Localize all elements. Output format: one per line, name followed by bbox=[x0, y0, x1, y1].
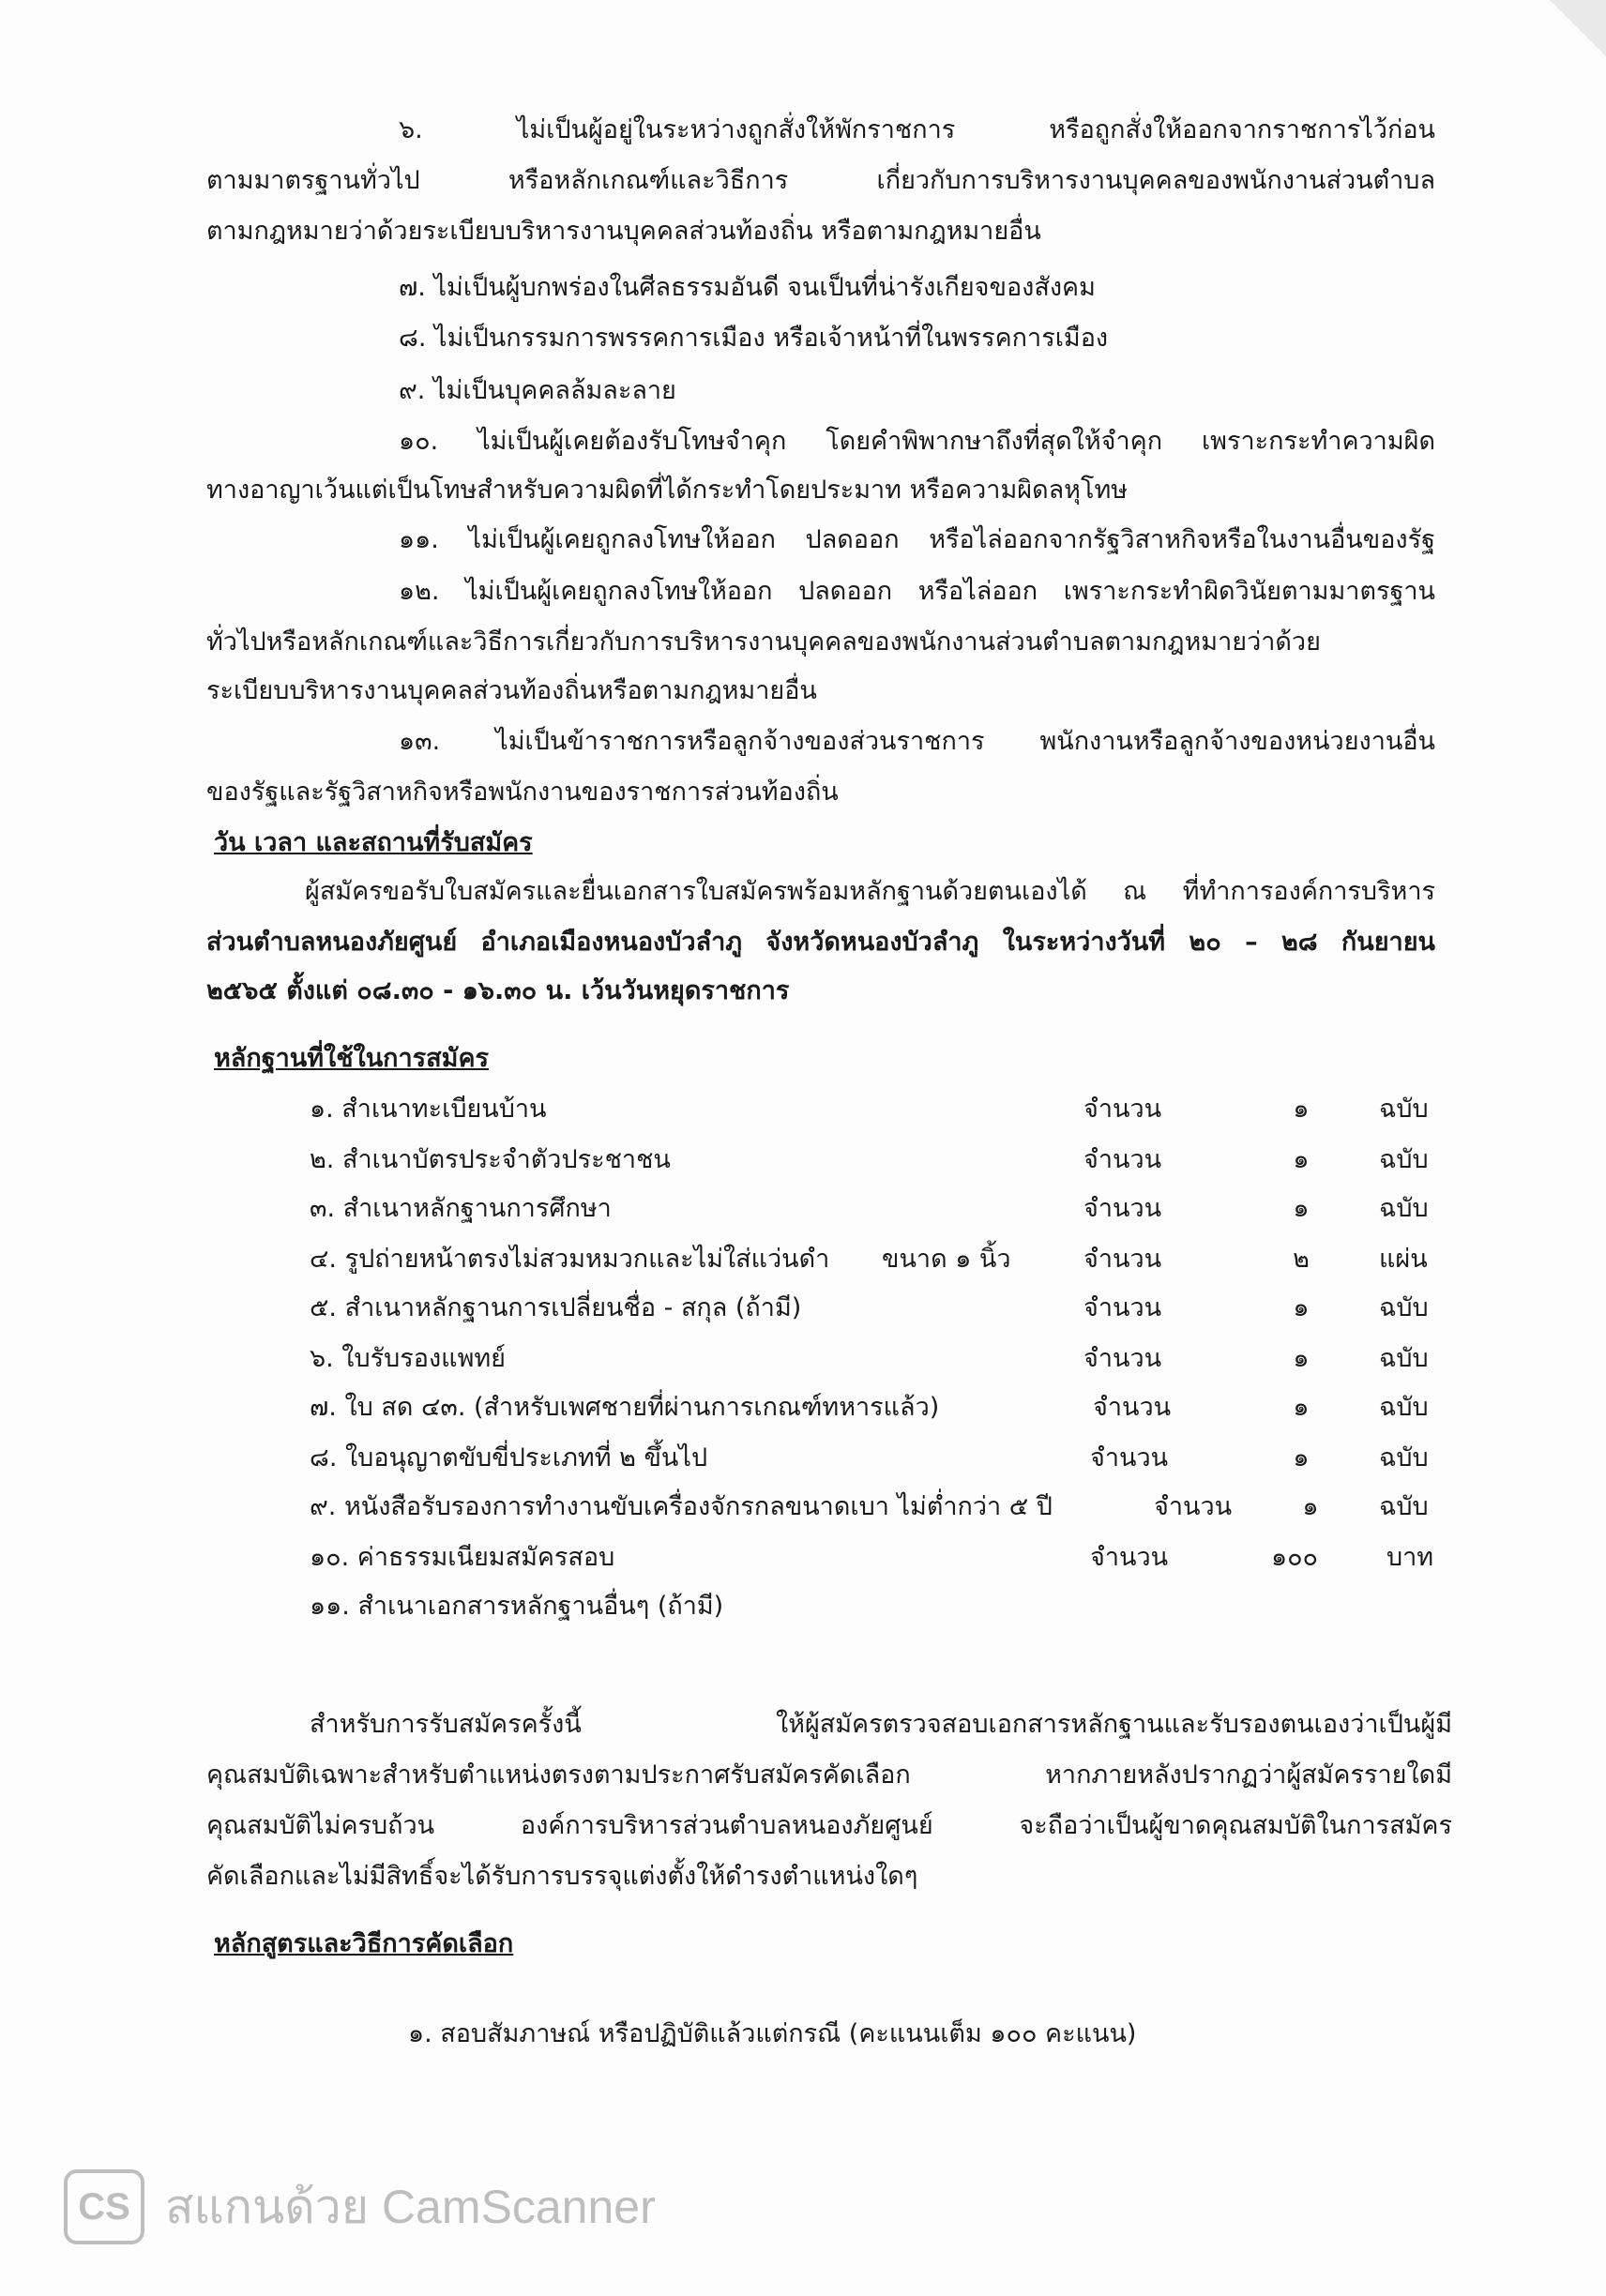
application-line3: ๒๕๖๕ ตั้งแต่ ๐๘.๓๐ - ๑๖.๓๐ น. เว้นวันหยุดราชการ bbox=[206, 976, 790, 1005]
document-item: ๒. สำเนาบัตรประจำตัวประชาชน bbox=[310, 1145, 671, 1174]
document-count: ๑ bbox=[1293, 1095, 1310, 1124]
application-line2: ส่วนตำบลหนองภัยศูนย์ อำเภอเมืองหนองบัวลำภู จังหวัดหนองบัวลำภู ในระหว่างวันที่ ๒๐ – ๒๘ กันยายน bbox=[206, 928, 1435, 957]
document-unit: ฉบับ bbox=[1379, 1095, 1429, 1124]
document-item: ๑๐. ค่าธรรมเนียมสมัครสอบ bbox=[310, 1543, 615, 1572]
count-label: จำนวน bbox=[1083, 1145, 1162, 1174]
count-label: จำนวน bbox=[1083, 1293, 1162, 1322]
document-count: ๒ bbox=[1293, 1245, 1310, 1274]
qualification-13-line1: ๑๓. ไม่เป็นข้าราชการหรือลูกจ้างของส่วนราชการ พนักงานหรือลูกจ้างของหน่วยงานอื่น bbox=[399, 727, 1435, 756]
photo-size: ขนาด ๑ นิ้ว bbox=[882, 1245, 1011, 1274]
document-unit: ฉบับ bbox=[1379, 1393, 1429, 1422]
count-label: จำนวน bbox=[1093, 1393, 1172, 1422]
count-label: จำนวน bbox=[1154, 1492, 1233, 1521]
document-item: ๖. ใบรับรองแพทย์ bbox=[310, 1344, 506, 1373]
qualification-12-line3: ระเบียบบริหารงานบุคคลส่วนท้องถิ่นหรือตามกฎหมายอื่น bbox=[206, 676, 817, 705]
document-unit: ฉบับ bbox=[1379, 1145, 1429, 1174]
count-label: จำนวน bbox=[1090, 1543, 1169, 1572]
document-unit: ฉบับ bbox=[1379, 1194, 1429, 1223]
criteria-item-1: ๑. สอบสัมภาษณ์ หรือปฏิบัติแล้วแต่กรณี (คะแนนเต็ม ๑๐๐ คะแนน) bbox=[408, 2019, 1137, 2048]
document-item: ๗. ใบ สด ๔๓. (สำหรับเพศชายที่ผ่านการเกณฑ์ทหารแล้ว) bbox=[310, 1393, 940, 1422]
document-item: ๔. รูปถ่ายหน้าตรงไม่สวมหมวกและไม่ใส่แว่นดำ bbox=[310, 1245, 830, 1274]
qualification-12-line1: ๑๒. ไม่เป็นผู้เคยถูกลงโทษให้ออก ปลดออก หรือไล่ออก เพราะกระทำผิดวินัยตามมาตรฐาน bbox=[399, 577, 1435, 606]
note-line3: คุณสมบัติไม่ครบถ้วน องค์การบริหารส่วนตำบลหนองภัยศูนย์ จะถือว่าเป็นผู้ขาดคุณสมบัติในการสมัคร bbox=[206, 1811, 1452, 1840]
count-label: จำนวน bbox=[1083, 1245, 1162, 1274]
qualification-9: ๙. ไม่เป็นบุคคลล้มละลาย bbox=[399, 376, 676, 405]
document-unit: ฉบับ bbox=[1379, 1443, 1429, 1473]
document-count: ๑ bbox=[1293, 1344, 1310, 1373]
note-line1: สำหรับการรับสมัครครั้งนี้ ให้ผู้สมัครตรวจสอบเอกสารหลักฐานและรับรองตนเองว่าเป็นผู้มี bbox=[310, 1710, 1452, 1739]
document-count: ๑๐๐ bbox=[1270, 1543, 1319, 1572]
document-unit: ฉบับ bbox=[1379, 1293, 1429, 1322]
document-count: ๑ bbox=[1293, 1443, 1310, 1473]
camscanner-watermark bbox=[64, 2165, 656, 2249]
note-line2: คุณสมบัติเฉพาะสำหรับตำแหน่งตรงตามประกาศรับสมัครคัดเลือก หากภายหลังปรากฏว่าผู้สมัครรายใดมี bbox=[206, 1760, 1452, 1790]
document-unit: ฉบับ bbox=[1379, 1344, 1429, 1373]
qualification-7: ๗. ไม่เป็นผู้บกพร่องในศีลธรรมอันดี จนเป็นที่น่ารังเกียจของสังคม bbox=[399, 273, 1096, 302]
document-unit: บาท bbox=[1386, 1543, 1434, 1572]
qualification-6-line1: ๖. ไม่เป็นผู้อยู่ในระหว่างถูกสั่งให้พักราชการ หรือถูกสั่งให้ออกจากราชการไว้ก่อน bbox=[399, 115, 1435, 144]
document-count: ๑ bbox=[1293, 1145, 1310, 1174]
qualification-8: ๘. ไม่เป็นกรรมการพรรคการเมือง หรือเจ้าหน้าที่ในพรรคการเมือง bbox=[399, 324, 1109, 353]
criteria-heading: หลักสูตรและวิธีการคัดเลือก bbox=[214, 1929, 514, 1958]
count-label: จำนวน bbox=[1083, 1194, 1162, 1223]
application-line1: ผู้สมัครขอรับใบสมัครและยื่นเอกสารใบสมัครพร้อมหลักฐานด้วยตนเองได้ ณ ที่ทำการองค์การบริหาร bbox=[305, 877, 1435, 906]
qualification-10-line1: ๑๐. ไม่เป็นผู้เคยต้องรับโทษจำคุก โดยคำพิพากษาถึงที่สุดให้จำคุก เพราะกระทำความผิด bbox=[399, 427, 1435, 456]
count-label: จำนวน bbox=[1083, 1095, 1162, 1124]
document-item: ๘. ใบอนุญาตขับขี่ประเภทที่ ๒ ขึ้นไป bbox=[310, 1443, 708, 1473]
qualification-13-line2: ของรัฐและรัฐวิสาหกิจหรือพนักงานของราชการส่วนท้องถิ่น bbox=[206, 778, 839, 807]
qualification-6-line3: ตามกฎหมายว่าด้วยระเบียบบริหารงานบุคคลส่วนท้องถิ่น หรือตามกฎหมายอื่น bbox=[206, 217, 1041, 246]
document-item: ๕. สำเนาหลักฐานการเปลี่ยนชื่อ - สกุล (ถ้ามี) bbox=[310, 1293, 802, 1322]
application-heading: วัน เวลา และสถานที่รับสมัคร bbox=[214, 828, 533, 857]
camscanner-logo-icon: CS bbox=[64, 2169, 144, 2244]
document-unit: แผ่น bbox=[1379, 1245, 1428, 1274]
document-item: ๙. หนังสือรับรองการทำงานขับเครื่องจักรกลขนาดเบา ไม่ต่ำกว่า ๕ ปี bbox=[310, 1492, 1053, 1521]
note-line4: คัดเลือกและไม่มีสิทธิ์จะได้รับการบรรจุแต่งตั้งให้ดำรงตำแหน่งใดๆ bbox=[206, 1862, 918, 1891]
qualification-6-line2: ตามมาตรฐานทั่วไป หรือหลักเกณฑ์และวิธีการ เกี่ยวกับการบริหารงานบุคคลของพนักงานส่วนตำบล bbox=[206, 166, 1435, 195]
qualification-11: ๑๑. ไม่เป็นผู้เคยถูกลงโทษให้ออก ปลดออก หรือไล่ออกจากรัฐวิสาหกิจหรือในงานอื่นของรัฐ bbox=[399, 525, 1435, 554]
count-label: จำนวน bbox=[1083, 1344, 1162, 1373]
document-item: ๑๑. สำเนาเอกสารหลักฐานอื่นๆ (ถ้ามี) bbox=[310, 1592, 724, 1621]
count-label: จำนวน bbox=[1090, 1443, 1169, 1473]
document-count: ๑ bbox=[1293, 1293, 1310, 1322]
document-item: ๑. สำเนาทะเบียนบ้าน bbox=[310, 1095, 547, 1124]
watermark-text: สแกนด้วย CamScanner bbox=[165, 2180, 656, 2233]
qualification-12-line2: ทั่วไปหรือหลักเกณฑ์และวิธีการเกี่ยวกับการบริหารงานบุคคลของพนักงานส่วนตำบลตามกฎหมายว่าด้วย bbox=[206, 627, 1321, 657]
document-unit: ฉบับ bbox=[1379, 1492, 1429, 1521]
document-count: ๑ bbox=[1302, 1492, 1319, 1521]
document-count: ๑ bbox=[1293, 1393, 1310, 1422]
qualification-10-line2: ทางอาญาเว้นแต่เป็นโทษสำหรับความผิดที่ได้กระทำโดยประมาท หรือความผิดลหุโทษ bbox=[206, 476, 1129, 505]
document-count: ๑ bbox=[1293, 1194, 1310, 1223]
documents-heading: หลักฐานที่ใช้ในการสมัคร bbox=[214, 1044, 490, 1073]
page-corner-fold bbox=[1550, 0, 1606, 56]
document-item: ๓. สำเนาหลักฐานการศึกษา bbox=[310, 1194, 612, 1223]
